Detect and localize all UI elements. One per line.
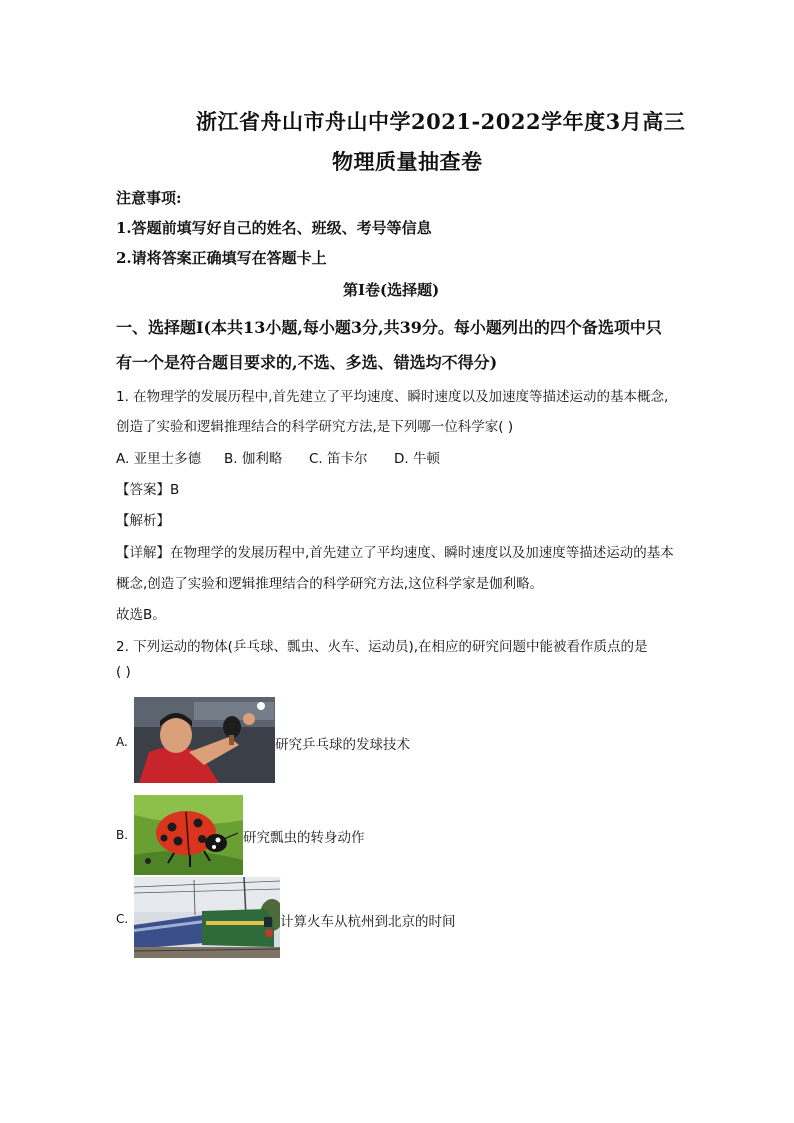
detail-tag: 【详解】 <box>116 545 170 561</box>
q1-detail-line2: 概念,创造了实验和逻辑推理结合的科学研究方法,这位科学家是伽利略。 <box>116 576 544 592</box>
q1-option-c: C. 笛卡尔 <box>309 451 368 467</box>
q1-answer <box>116 478 179 498</box>
table-tennis-player-photo <box>134 697 275 783</box>
answer-tag: 【答案】 <box>116 482 170 498</box>
q1-detail-line1 <box>116 541 674 561</box>
q1-option-d: D. 牛顿 <box>394 451 440 467</box>
page-subtitle: 物理质量抽查卷 <box>332 149 483 174</box>
detail-text: 在物理学的发展历程中,首先建立了平均速度、瞬时速度以及加速度等描述运动的基本 <box>170 545 674 561</box>
q2-option-c-text: 计算火车从杭州到北京的时间 <box>280 914 456 930</box>
q1-option-b: B. 伽利略 <box>224 451 283 467</box>
answer-value: B <box>170 482 180 498</box>
volume-title: 第I卷(选择题) <box>343 281 440 299</box>
q1-conclusion: 故选B。 <box>116 607 166 623</box>
q1-analysis-tag: 【解析】 <box>116 513 170 529</box>
q1-stem-line2: 创造了实验和逻辑推理结合的科学研究方法,是下列哪一位科学家( ) <box>116 419 514 435</box>
q1-stem-line1: 1. 在物理学的发展历程中,首先建立了平均速度、瞬时速度以及加速度等描述运动的基本概念, <box>116 389 669 405</box>
notes-heading: 注意事项: <box>116 189 182 207</box>
q2-option-b-letter: B. <box>116 828 129 842</box>
q2-option-a-text: 研究乒乓球的发球技术 <box>275 737 410 753</box>
notes-item-1: 1.答题前填写好自己的姓名、班级、考号等信息 <box>116 219 432 237</box>
q1-option-a: A. 亚里士多德 <box>116 451 202 467</box>
q2-option-b-text: 研究瓢虫的转身动作 <box>243 830 365 846</box>
q2-option-a-letter: A. <box>116 735 128 749</box>
train-photo <box>134 877 280 958</box>
q2-stem-line1: 2. 下列运动的物体(乒乓球、瓢虫、火车、运动员),在相应的研究问题中能被看作质点的是 <box>116 639 648 655</box>
part1-instructions-line1: 一、选择题Ⅰ(本共13小题,每小题3分,共39分。每小题列出的四个备选项中只 <box>116 318 662 337</box>
ladybug-photo <box>134 795 243 875</box>
notes-item-2: 2.请将答案正确填写在答题卡上 <box>116 249 327 267</box>
page-title: 浙江省舟山市舟山中学2021-2022学年度3月高三 <box>196 109 686 134</box>
q2-option-c-letter: C. <box>116 912 129 926</box>
part1-instructions-line2: 有一个是符合题目要求的,不选、多选、错选均不得分) <box>116 353 498 372</box>
q2-stem-line2: ( ) <box>116 664 131 680</box>
